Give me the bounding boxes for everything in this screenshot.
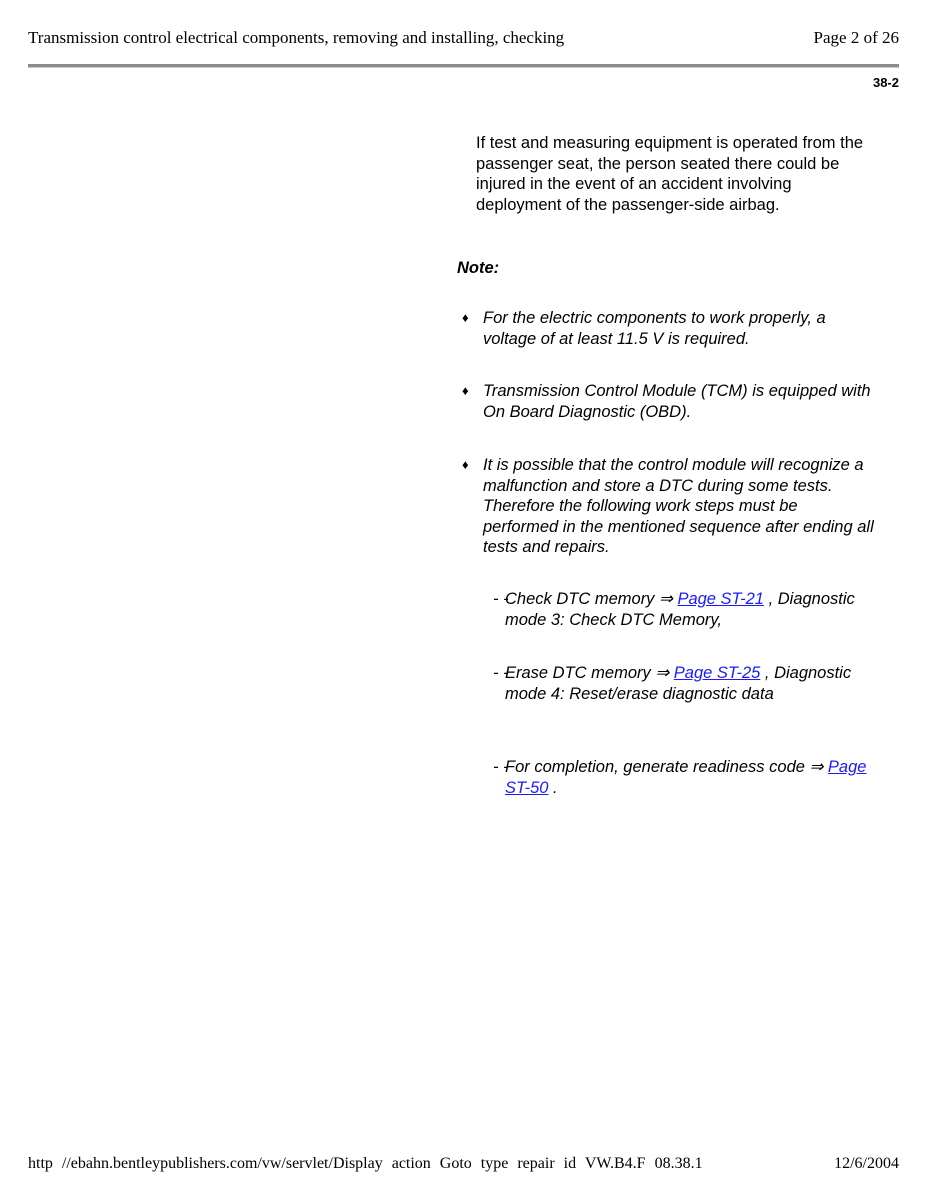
section-number: 38-2 bbox=[872, 75, 899, 90]
note-label: Note: bbox=[457, 259, 500, 277]
step-text bbox=[505, 589, 877, 630]
page-link[interactable]: Page ST-21 bbox=[677, 590, 764, 608]
page-link[interactable]: Page ST-50 bbox=[505, 758, 867, 797]
step-suffix: . bbox=[548, 778, 558, 797]
source-url: http //ebahn.bentleypublishers.com/vw/servlet/Display action Goto type repair id VW.B4.F 08.38.1 bbox=[28, 1155, 703, 1172]
step-dash: - - bbox=[493, 758, 509, 776]
note-item-text: Transmission Control Module (TCM) is equipped with On Board Diagnostic (OBD). bbox=[483, 382, 871, 421]
step-text bbox=[505, 757, 877, 798]
header-divider bbox=[28, 64, 899, 68]
airbag-warning-text: If test and measuring equipment is operated from the passenger seat, the person seated there could be injured in the event of an accident involving deployment of the passenger-side airbag. bbox=[476, 134, 864, 214]
document-title: Transmission control electrical components, removing and installing, checking bbox=[28, 28, 565, 47]
diamond-bullet-icon: ♦ bbox=[462, 383, 469, 398]
note-item-text: It is possible that the control module will recognize a malfunction and store a DTC during some tests. Therefore the following work steps must be performed in the mentioned sequence after ending all tests and repairs. bbox=[483, 456, 874, 556]
print-date: 12/6/2004 bbox=[834, 1155, 899, 1172]
page-header bbox=[28, 28, 899, 50]
step-text bbox=[505, 663, 877, 704]
page-number: Page 2 of 26 bbox=[813, 28, 899, 47]
step-description: For completion, generate readiness code ⇒ bbox=[505, 758, 828, 776]
step-dash: - - bbox=[493, 664, 509, 682]
diamond-bullet-icon: ♦ bbox=[462, 457, 469, 472]
step-description: Check DTC memory ⇒ bbox=[505, 590, 678, 608]
diamond-bullet-icon: ♦ bbox=[462, 310, 469, 325]
step-dash: - - bbox=[493, 590, 509, 608]
step-suffix: , Diagnostic mode 4: Reset/erase diagnostic data bbox=[505, 664, 852, 703]
step-suffix: , Diagnostic mode 3: Check DTC Memory, bbox=[505, 590, 855, 629]
note-item-text: For the electric components to work properly, a voltage of at least 11.5 V is required. bbox=[483, 309, 826, 348]
page-link[interactable]: Page ST-25 bbox=[673, 664, 761, 682]
step-description: Erase DTC memory ⇒ bbox=[505, 664, 674, 682]
